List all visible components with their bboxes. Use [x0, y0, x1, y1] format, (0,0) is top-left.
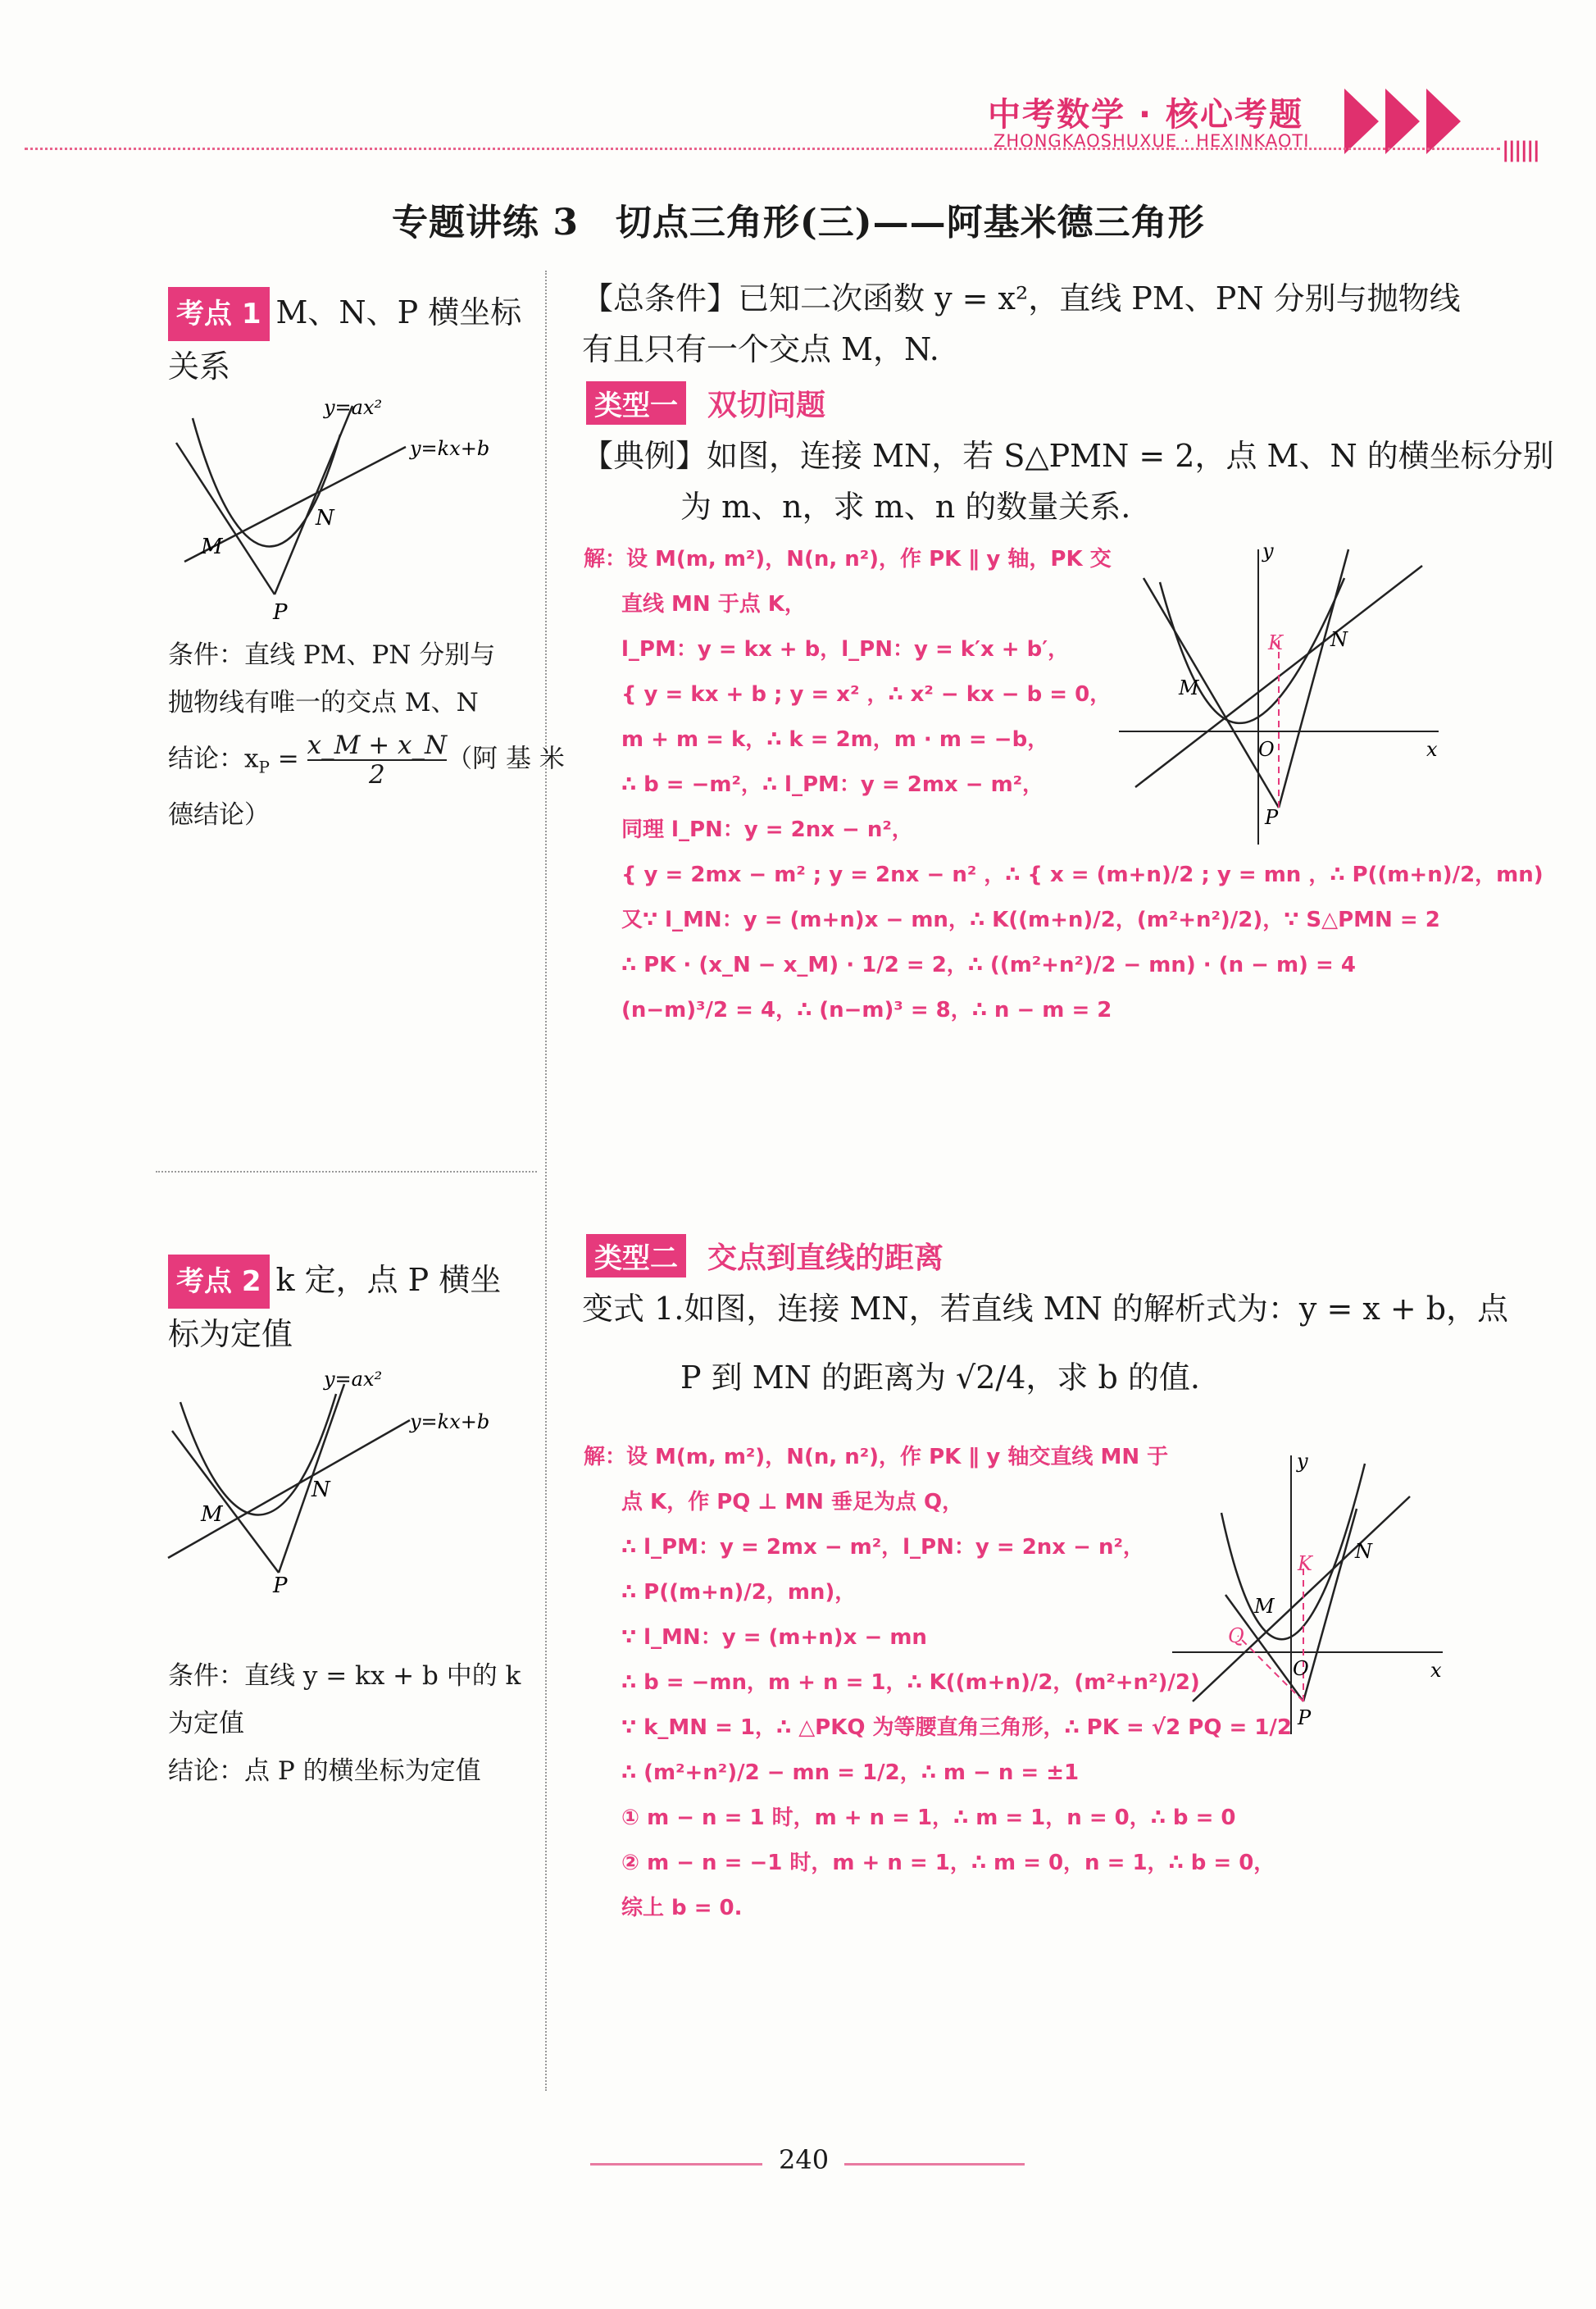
figure-1 — [1111, 541, 1455, 853]
page-title: 专题讲练 3 切点三角形(三)——阿基米德三角形 — [392, 202, 1205, 244]
tangent-pm — [172, 1431, 279, 1573]
point-n-label: N — [1355, 1540, 1372, 1563]
kaodian-1-tag: 考点 1 — [168, 287, 270, 341]
point-m-label: M — [1179, 676, 1199, 699]
variant-1-problem: 变式 1.如图，连接 MN，若直线 MN 的解析式为：y = x + b，点 P 到 MN 的距离为 √2/4，求 b 的值. — [582, 1291, 1509, 1396]
kaodian-1-heading: 考点 1 M、N、P 横坐标 关系 — [168, 287, 537, 392]
brand-title: 中考数学 · 核心考题 — [988, 96, 1304, 134]
point-n-label: N — [316, 506, 334, 531]
chevron-icon — [1385, 89, 1420, 154]
type-2-heading — [586, 1234, 944, 1277]
chevron-icon — [1426, 89, 1461, 154]
tangent-pn — [1303, 1509, 1357, 1701]
solution-2: 解：设 M(m, m²)，N(n, n²)，作 PK ∥ y 轴交直线 MN 于 点 K，作 PQ ⊥ MN 垂足为点 Q， ∴ l_PM：y = 2mx − m²，l_PN：y = 2nx − n²， ∴ P((m+n)/2，mn)， ∵ l_MN：y = (m+n)x − mn ∴ b = −mn，m + n = 1，∴ K((m+n)/2，(m²+n²)/2) ∵ k_MN = 1，∴ △PKQ 为等腰直角三角形，∴ PK = √2 PQ = 1/2 ∴ (m²+n²)/2 − mn = 1/2，∴ m − n = ±1 ① m − n = 1 时，m + n = 1，∴ m = 1，n = 0，∴ b = 0 ② m − n = −1 时，m + n = 1，∴ m = 0，n = 1，∴ b = 0， 综上 b = 0. — [584, 1445, 1292, 1920]
point-m-label: M — [201, 535, 223, 559]
point-p-label: P — [1298, 1706, 1312, 1729]
point-m-label: M — [201, 1502, 223, 1527]
figure-2 — [1164, 1447, 1459, 1742]
brand-subtitle: ZHONGKAOSHUXUE · HEXINKAOTI — [994, 131, 1310, 151]
kaodian-2-heading: 考点 2 k 定，点 P 横坐 标为定值 — [168, 1255, 537, 1359]
point-p-label: P — [1265, 806, 1279, 829]
x-label: x — [1430, 1659, 1442, 1682]
fraction: $\frac{x\_M + x\_N}{2}$ — [307, 731, 448, 790]
type-1-title: 双切问题 — [707, 389, 826, 422]
kaodian-2-figure — [160, 1353, 512, 1599]
kaodian-2-text: 条件：直线 y = kx + b 中的 k 为定值 结论：点 P 的横坐标为定值 — [168, 1661, 521, 1786]
point-k-label: K — [1298, 1552, 1312, 1575]
kaodian-2-tag: 考点 2 — [168, 1255, 270, 1309]
x-label: x — [1426, 738, 1438, 761]
header-divider — [25, 148, 1500, 150]
parabola — [1221, 1464, 1365, 1639]
point-p-label: P — [273, 1573, 288, 1598]
type-2-title: 交点到直线的距离 — [707, 1241, 944, 1275]
tangent-pm — [176, 443, 275, 594]
y-label: y — [1262, 541, 1274, 562]
decor-bars: |||||| — [1502, 138, 1539, 162]
kaodian-1-text: 条件：直线 PM、PN 分别与 抛物线有唯一的交点 M、N 结论：$x_P$ = $\frac{x\_M + x\_N}{2}$ （阿 基 米 德结论） — [168, 640, 565, 830]
point-n-label: N — [311, 1478, 330, 1502]
page-number: 240 — [779, 2144, 830, 2175]
type-2-tag: 类型二 — [586, 1234, 686, 1277]
line-label: y=kx+b — [410, 437, 490, 460]
chevron-icon — [1344, 89, 1379, 154]
line-label: y=kx+b — [410, 1410, 490, 1433]
parabola-label: y=ax² — [324, 396, 383, 419]
example-problem: 【典例】如图，连接 MN，若 S△PMN = 2，点 M、N 的横坐标分别 为 m、n，求 m、n 的数量关系. — [582, 438, 1554, 525]
type-1-tag: 类型一 — [586, 381, 686, 425]
tangent-pn — [1279, 549, 1348, 808]
section-divider — [156, 1171, 537, 1173]
point-n-label: N — [1330, 628, 1348, 651]
point-p-label: P — [273, 600, 288, 623]
y-label: y — [1297, 1450, 1308, 1473]
origin-label: O — [1258, 738, 1275, 761]
tangent-line — [168, 1420, 410, 1558]
general-condition: 【总条件】已知二次函数 y = x²，直线 PM、PN 分别与抛物线 有且只有一个交点 M，N. — [582, 280, 1461, 367]
point-k-label: K — [1268, 631, 1283, 654]
parabola-label: y=ax² — [324, 1368, 383, 1391]
point-q-label: Q — [1228, 1624, 1244, 1647]
origin-label: O — [1293, 1657, 1309, 1680]
tangent-pn — [275, 406, 352, 594]
parabola — [1160, 578, 1344, 723]
kaodian-1-figure — [160, 385, 512, 623]
column-divider — [545, 271, 547, 2091]
solution-1: 解：设 M(m, m²)，N(n, n²)，作 PK ∥ y 轴，PK 交 直线 MN 于点 K， l_PM：y = kx + b，l_PN：y = k′x + b′， { y = kx + b ; y = x² ，∴ x² − kx − b = 0， m + m = k，∴ k = 2m，m · m = −b， ∴ b = −m²，∴ l_PM：y = 2mx − m²， 同理 l_PN：y = 2nx − n²， { y = 2mx − m² ; y = 2nx − n² ，∴ { x = (m+n)/2 ; y = mn ，∴ P((m+n)/2，mn) 又∵ l_MN：y = (m+n)x − mn，∴ K((m+n)/2，(m²+n²)/2)，∵ S△PMN = 2 ∴ PK · (x_N − x_M) · 1/2 = 2，∴ ((m²+n²)/2 − mn) · (n − m) = 4 (n−m)³/2 = 4，∴ (n−m)³ = 8，∴ n − m = 2 — [584, 547, 1544, 1022]
type-1-heading — [586, 381, 825, 425]
point-m-label: M — [1254, 1595, 1275, 1618]
footer-line-right — [844, 2163, 1025, 2166]
footer-line-left — [590, 2163, 762, 2166]
